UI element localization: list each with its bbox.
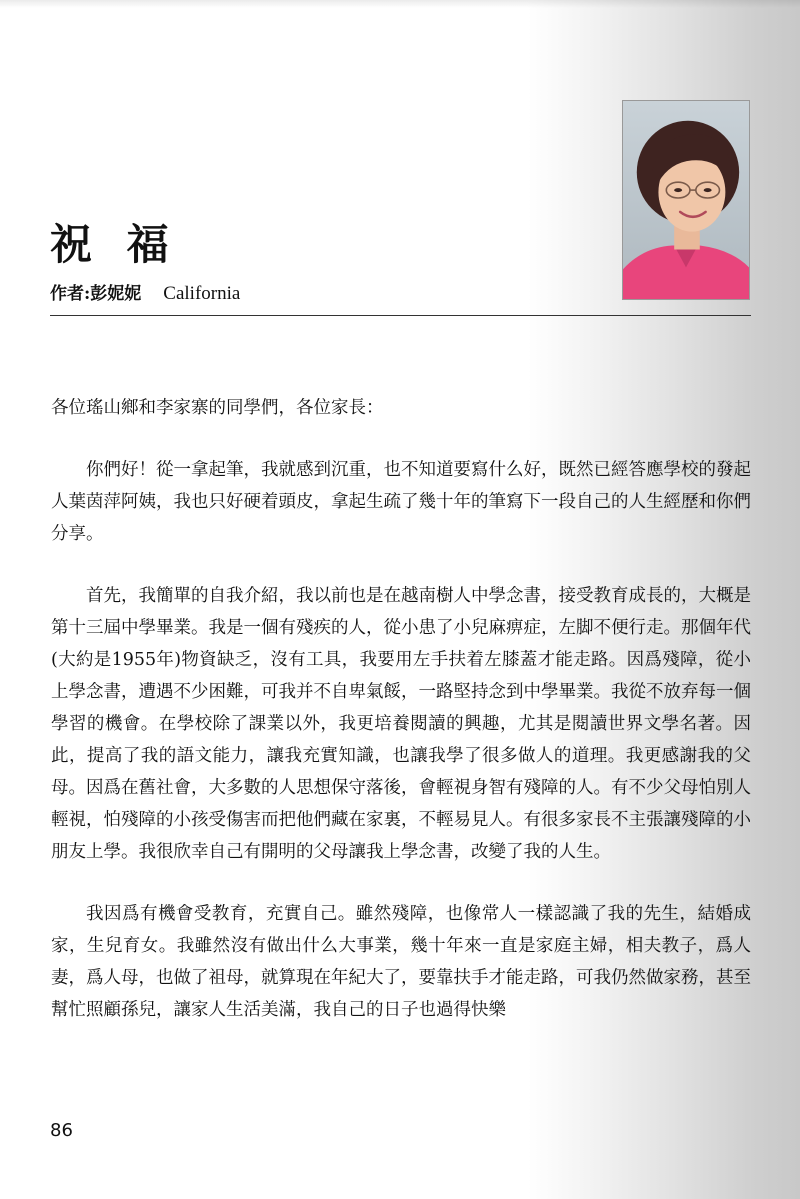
article-body [51, 392, 751, 1056]
page-number: 86 [50, 1120, 73, 1141]
greeting-paragraph: 各位瑤山鄉和李家寨的同學們，各位家長： [51, 398, 384, 418]
body-paragraph: 首先，我簡單的自我介紹，我以前也是在越南樹人中學念書，接受教育成長的，大概是第十三屆中學畢業。我是一個有殘疾的人，從小患了小兒麻痹症，左脚不便行走。那個年代(大約是1955年)物資缺乏，沒有工具，我要用左手扶着左膝蓋才能走路。因爲殘障，從小上學念書，遭遇不少困難，可我并不自卑氣餒，一路堅持念到中學畢業。我從不放弃每一個學習的機會。在學校除了課業以外，我更培養閱讀的興趣，尤其是閱讀世界文學名著。因此，提高了我的語文能力，讓我充實知識，也讓我學了很多做人的道理。我更感謝我的父母。因爲在舊社會，大多數的人思想保守落後，會輕視身智有殘障的人。有不少父母怕別人輕視，怕殘障的小孩受傷害而把他們藏在家裏，不輕易見人。有很多家長不主張讓殘障的小朋友上學。我很欣幸自己有開明的父母讓我上學念書，改變了我的人生。 [51, 586, 751, 862]
author-prefix: 作者: [50, 284, 91, 304]
header-divider [50, 315, 751, 316]
page-top-shadow [0, 0, 800, 8]
author-byline [50, 279, 240, 305]
author-portrait-photo [622, 100, 750, 300]
article-title: 祝 福 [50, 220, 179, 269]
portrait-illustration [623, 101, 749, 299]
body-paragraph: 我因爲有機會受教育，充實自己。雖然殘障，也像常人一樣認識了我的先生，結婚成家，生兒育女。我雖然沒有做出什么大事業，幾十年來一直是家庭主婦，相夫教子，爲人妻，爲人母，也做了祖母，就算現在年紀大了，要靠扶手才能走路，可我仍然做家務，甚至幫忙照顧孫兒，讓家人生活美滿，我自己的日子也過得快樂 [51, 904, 751, 1020]
body-paragraph: 你們好！從一拿起筆，我就感到沉重，也不知道要寫什么好，既然已經答應學校的發起人葉茵萍阿姨，我也只好硬着頭皮，拿起生疏了幾十年的筆寫下一段自己的人生經歷和你們分享。 [51, 460, 751, 544]
author-location: California [163, 283, 241, 304]
author-name: 彭妮妮 [90, 284, 142, 304]
